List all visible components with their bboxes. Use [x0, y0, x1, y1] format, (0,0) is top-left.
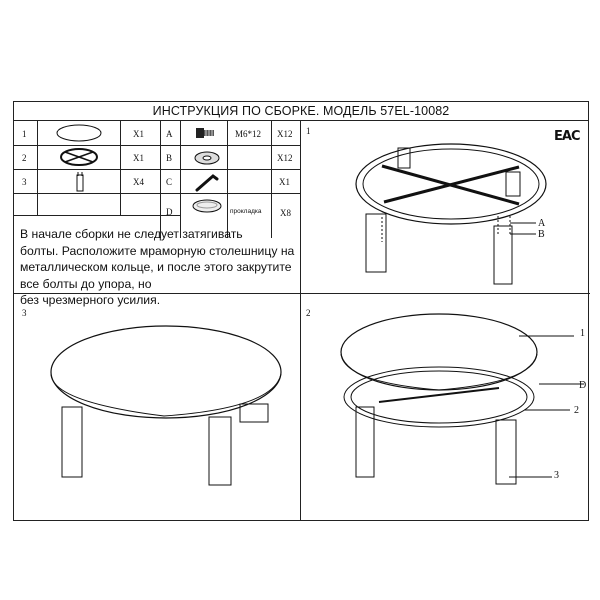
table-divider — [120, 121, 121, 215]
part-qty: X1 — [133, 129, 144, 139]
step-number: 3 — [22, 308, 27, 318]
callout-label: 2 — [574, 405, 579, 416]
hex-key-icon — [194, 172, 220, 192]
table-row-line — [14, 169, 300, 170]
table-row-line — [14, 215, 180, 216]
hardware-letter: D — [166, 207, 173, 217]
step-number: 1 — [306, 126, 311, 136]
instruction-line: без чрезмерного усилия. — [20, 293, 161, 307]
table-divider — [37, 121, 38, 215]
table-divider — [227, 121, 228, 238]
part-number: 2 — [22, 153, 27, 163]
hardware-qty: X1 — [279, 177, 290, 187]
hardware-letter: B — [166, 153, 173, 163]
step2-illustration — [334, 312, 574, 502]
hardware-name: прокладка — [230, 208, 262, 215]
hardware-qty: X12 — [277, 129, 293, 139]
leg-icon — [74, 171, 88, 193]
part-number: 3 — [22, 177, 27, 187]
table-row-line — [14, 193, 300, 194]
callout-label: 1 — [580, 328, 585, 339]
assembly-instructions — [20, 226, 304, 309]
instruction-line: В начале сборки не следует затягивать — [20, 227, 243, 241]
step-number: 2 — [306, 308, 311, 318]
gasket-pad-icon — [190, 198, 224, 214]
part-qty: X4 — [133, 177, 144, 187]
callout-label: D — [579, 380, 587, 391]
hardware-qty: X12 — [277, 153, 293, 163]
table-divider — [160, 121, 161, 238]
part-number: 1 — [22, 129, 27, 139]
instruction-line: болты. Расположите мраморную столешницу на — [20, 243, 295, 258]
hardware-letter: C — [166, 177, 173, 187]
round-tabletop-icon — [54, 124, 104, 142]
table-divider — [180, 121, 181, 238]
callout-label: B — [538, 229, 545, 240]
ring-frame-icon — [59, 146, 99, 168]
callout-label: A — [538, 218, 546, 229]
eac-mark: EAC — [554, 129, 580, 144]
part-qty: X1 — [133, 153, 144, 163]
table-divider — [271, 121, 272, 238]
hardware-name: M6*12 — [235, 129, 262, 139]
instruction-line: все болты до упора, но — [20, 276, 152, 291]
panel-divider — [300, 121, 301, 521]
table-row-line — [14, 145, 300, 146]
hardware-qty: X8 — [280, 208, 291, 218]
instruction-line: металлическом кольце, и после этого закрутите — [20, 260, 292, 274]
step3-illustration — [44, 312, 294, 492]
bolt-icon — [194, 124, 218, 142]
step1-illustration — [314, 122, 584, 292]
instruction-sheet — [13, 101, 589, 521]
sheet-title: ИНСТРУКЦИЯ ПО СБОРКЕ. МОДЕЛЬ 57EL-10082 — [14, 102, 588, 121]
washer-icon — [192, 150, 222, 166]
hardware-letter: A — [166, 129, 173, 139]
callout-label: 3 — [554, 470, 559, 481]
